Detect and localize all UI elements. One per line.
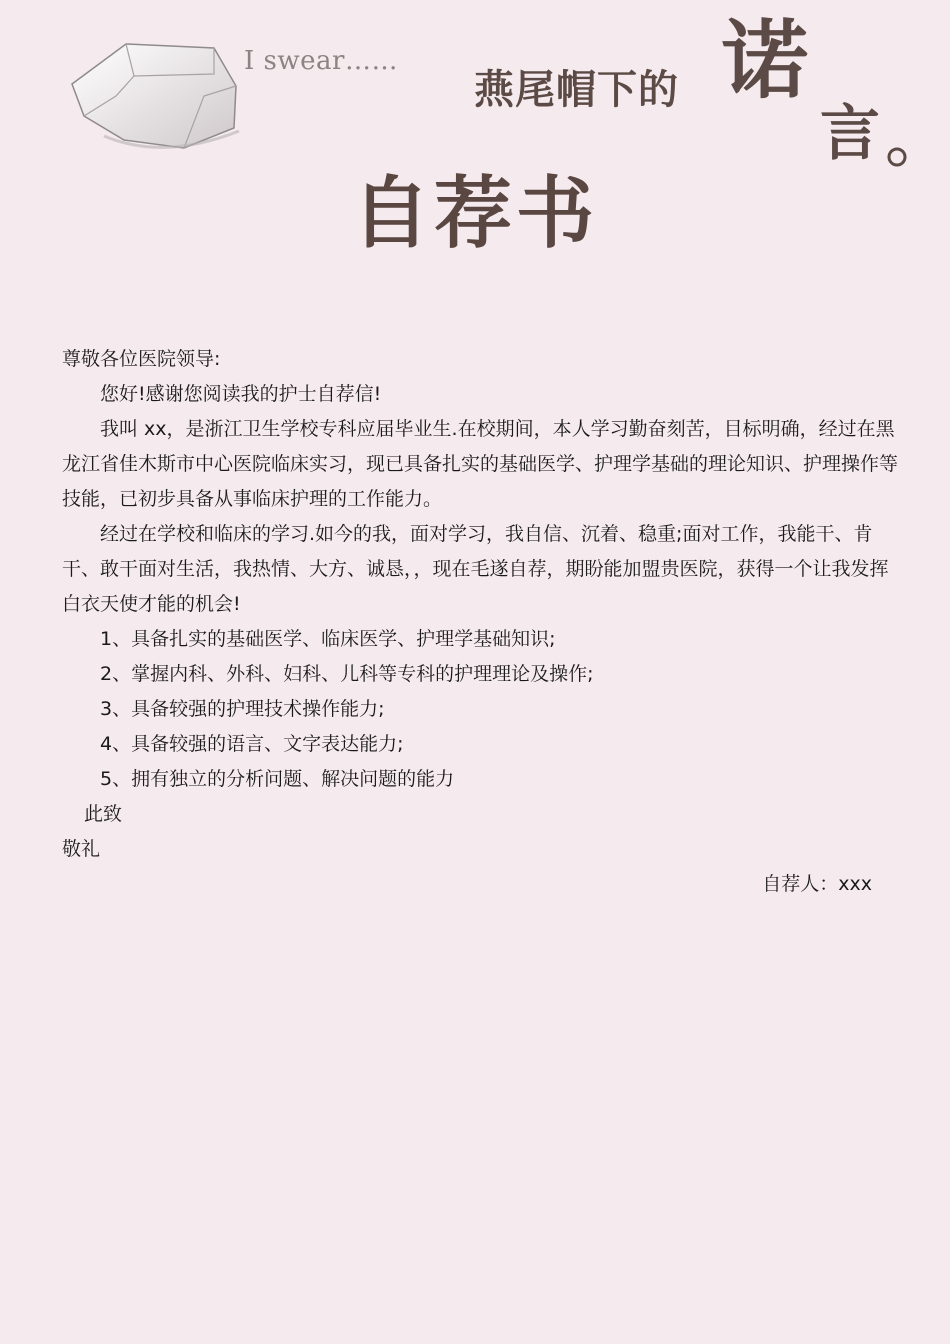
list-item: 4、具备较强的语言、文字表达能力; (100, 733, 404, 755)
letter-paragraph: 经过在学校和临床的学习.如今的我，面对学习，我自信、沉着、稳重;面对工作，我能干、肯干、敢干面对生活，我热情、大方、诚恳，，现在毛遂自荐，期盼能加盟贵医院，获得一个让我发挥白衣天使才能的机会! (62, 523, 889, 615)
letter-signature: 自荐人：xxx (762, 873, 872, 895)
letter-paragraph: 我叫 xx，是浙江卫生学校专科应届毕业生.在校期间，本人学习勤奋刻苦，目标明确，经过在黑龙江省佳木斯市中心医院临床实习，现已具备扎实的基础医学、护理学基础的理论知识、护理操作等技能，已初步具备从事临床护理的工作能力。 (62, 418, 899, 510)
header-slogan-main: 燕尾帽下的 (474, 66, 679, 113)
list-item: 3、具备较强的护理技术操作能力; (100, 698, 385, 720)
letter-salutation: 尊敬各位医院领导: (62, 348, 221, 370)
list-item: 1、具备扎实的基础医学、临床医学、护理学基础知识; (100, 628, 556, 650)
header-slogan-end: 言 (820, 99, 880, 169)
list-item: 2、掌握内科、外科、妇科、儿科等专科的护理理论及操作; (100, 663, 594, 685)
letter-greeting: 您好!感谢您阅读我的护士自荐信! (100, 383, 382, 405)
period-circle-icon (886, 146, 908, 168)
list-item: 5、拥有独立的分析问题、解决问题的能力 (100, 768, 455, 790)
header-tagline: I swear…… (244, 46, 398, 76)
letter-regards: 敬礼 (62, 838, 101, 860)
page-title: 自荐书 (351, 169, 598, 259)
letter-body (62, 342, 900, 902)
nurse-cap-icon (64, 36, 254, 156)
header-slogan-big: 诺 (722, 10, 808, 111)
letter-closing: 此致 (84, 803, 123, 825)
page-header (0, 0, 950, 175)
